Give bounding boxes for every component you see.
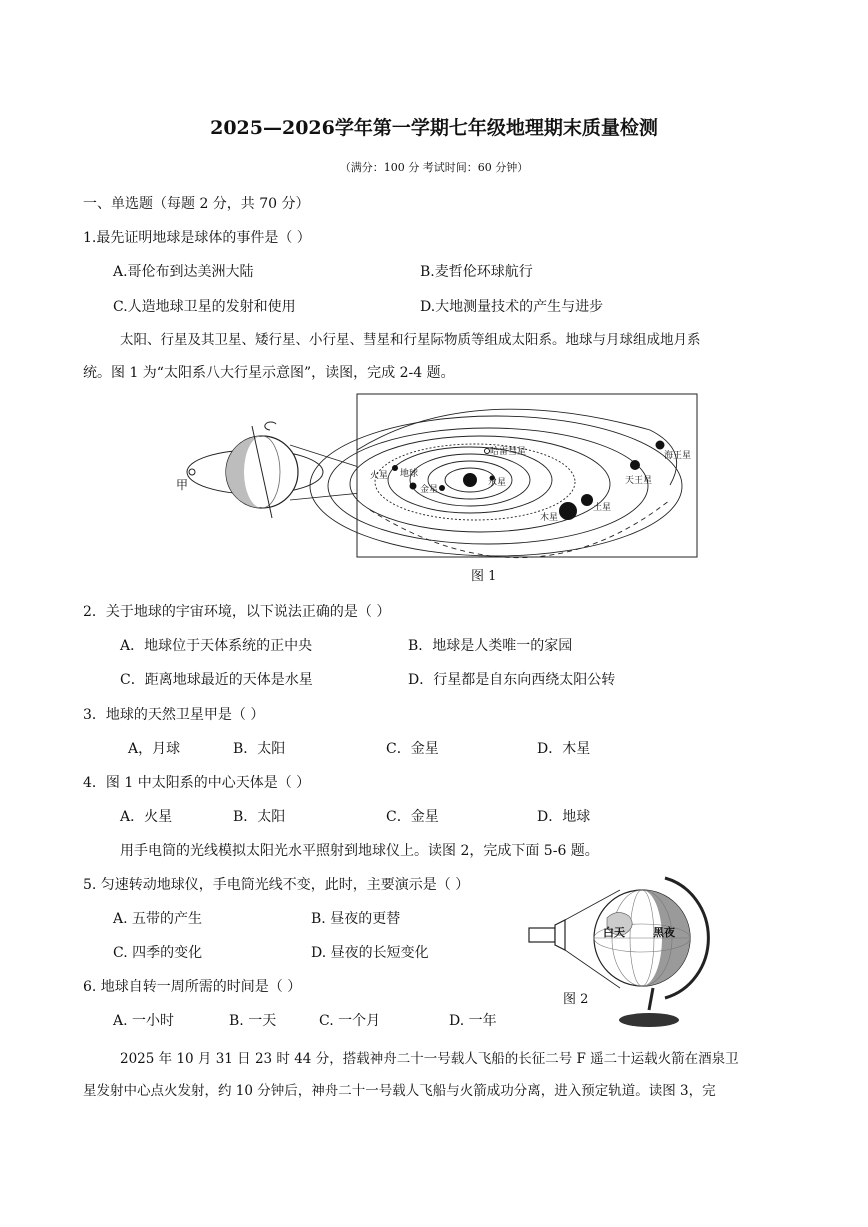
question-3-option-d: D．木星 — [537, 741, 591, 757]
day-label: 白天 — [603, 926, 625, 939]
question-4-option-c: C．金星 — [386, 809, 439, 825]
question-4-option-b: B．太阳 — [233, 809, 286, 825]
venus — [439, 485, 445, 491]
question-3-option-b: B．太阳 — [233, 741, 286, 757]
earth-dot — [410, 483, 417, 490]
question-2-option-b: B．地球是人类唯一的家园 — [408, 638, 573, 654]
passage-2: 用手电筒的光线模拟太阳光水平照射到地球仪上。读图 2，完成下面 5-6 题。 — [120, 843, 599, 859]
mars — [392, 465, 398, 471]
label-earth: 地球 — [400, 469, 419, 479]
question-4-option-d: D．地球 — [537, 809, 591, 825]
label-neptune: 海王星 — [664, 451, 692, 461]
section-heading: 一、单选题（每题 2 分，共 70 分） — [83, 196, 310, 212]
figure-1-solar-system — [170, 390, 700, 565]
question-2-option-a: A．地球位于天体系统的正中央 — [120, 638, 313, 654]
label-mercury: 水星 — [488, 478, 507, 488]
question-6-stem: 6. 地球自转一周所需的时间是（ ） — [83, 979, 302, 995]
question-5-stem: 5. 匀速转动地球仪，手电筒光线不变，此时，主要演示是（ ） — [83, 877, 470, 893]
halley-comet — [485, 449, 490, 454]
question-6-option-a: A. 一小时 — [113, 1013, 175, 1029]
label-mars: 火星 — [370, 471, 389, 481]
neptune — [656, 441, 665, 450]
question-6-option-b: B. 一天 — [229, 1013, 277, 1029]
rotation-arrow-icon — [265, 422, 276, 430]
question-1-option-b: B.麦哲伦环球航行 — [420, 264, 533, 280]
question-5-option-b: B. 昼夜的更替 — [311, 911, 401, 927]
label-uranus: 天王星 — [625, 476, 653, 486]
uranus — [630, 460, 640, 470]
night-label: 黑夜 — [653, 926, 675, 939]
question-5-option-a: A. 五带的产生 — [113, 911, 203, 927]
label-saturn: 土星 — [593, 503, 612, 513]
passage-1-line-2: 统。图 1 为“太阳系八大行星示意图”，读图，完成 2-4 题。 — [83, 365, 455, 381]
passage-1-line-1: 太阳、行星及其卫星、矮行星、小行星、彗星和行星际物质等组成太阳系。地球与月球组成地月系 — [120, 332, 701, 348]
question-6-option-d: D. 一年 — [449, 1013, 497, 1029]
question-1-option-a: A.哥伦布到达美洲大陆 — [113, 264, 254, 280]
question-3-option-a: A，月球 — [128, 741, 181, 757]
question-3-stem: 3．地球的天然卫星甲是（ ） — [83, 707, 265, 723]
jupiter — [559, 502, 577, 520]
figure-2-globe-flashlight — [525, 870, 705, 1030]
globe-stand-base — [619, 1013, 679, 1027]
question-5-option-d: D. 昼夜的长短变化 — [311, 945, 429, 961]
question-1-stem: 1.最先证明地球是球体的事件是（ ） — [83, 230, 311, 246]
question-4-option-a: A．火星 — [120, 809, 173, 825]
exam-info: （满分：100 分 考试时间：60 分钟） — [339, 161, 529, 174]
figure-1-caption: 图 1 — [471, 569, 497, 584]
question-2-stem: 2．关于地球的宇宙环境，以下说法正确的是（ ） — [83, 604, 391, 620]
moon-dot — [189, 469, 195, 475]
passage-3-line-1: 2025 年 10 月 31 日 23 时 44 分，搭载神舟二十一号载人飞船的长征二号 F 遥二十运载火箭在酒泉卫 — [120, 1051, 739, 1067]
question-2-option-c: C．距离地球最近的天体是水星 — [120, 672, 313, 688]
question-4-stem: 4．图 1 中太阳系的中心天体是（ ） — [83, 775, 311, 791]
label-venus: 金星 — [420, 485, 439, 495]
label-comet: 哈雷彗星 — [490, 447, 527, 457]
question-5-option-c: C. 四季的变化 — [113, 945, 203, 961]
page-title: 2025—2026学年第一学期七年级地理期末质量检测 — [210, 117, 658, 139]
flashlight-icon — [529, 928, 555, 942]
question-6-option-c: C. 一个月 — [319, 1013, 381, 1029]
passage-3-line-2: 星发射中心点火发射，约 10 分钟后，神舟二十一号载人飞船与火箭成功分离，进入预定轨道。读图 3，完 — [83, 1083, 716, 1099]
label-jupiter: 木星 — [540, 513, 559, 523]
question-2-option-d: D．行星都是自东向西绕太阳公转 — [408, 672, 616, 688]
sun — [463, 473, 477, 487]
saturn — [581, 494, 593, 506]
question-1-option-c: C.人造地球卫星的发射和使用 — [113, 299, 296, 315]
moon-label: 甲 — [176, 478, 189, 492]
question-3-option-c: C．金星 — [386, 741, 439, 757]
question-1-option-d: D.大地测量技术的产生与进步 — [420, 299, 604, 315]
figure-2-caption: 图 2 — [563, 992, 589, 1007]
